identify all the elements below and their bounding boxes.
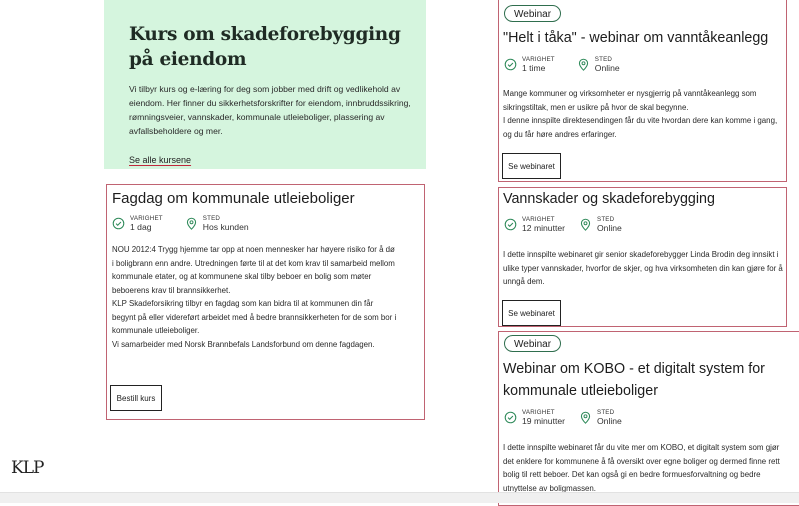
webinar-badge: Webinar: [504, 5, 561, 22]
card-paragraph: I denne innspilte direktesendingen får du vite hvordan dere kan komme i gang, og du får høre andres erfaringer.: [503, 116, 778, 139]
location-value: Online: [597, 416, 622, 426]
location-value: Online: [597, 223, 622, 233]
card-paragraph: NOU 2012:4 Trygg hjemme tar opp at noen mennesker har høyere risiko for å dø i boligbrann enn andre. Utredningen førte til at det kom krav til samarbeid mellom kommunale etater, og at kommunene skal tilby beboer en bolig som møter beboerens krav til brannsikkerhet.: [112, 245, 395, 295]
courses-hero: [104, 0, 426, 169]
duration-info: [504, 409, 565, 426]
card-paragraph: KLP Skadeforsikring tilbyr en fagdag som kan bidra til at kommunen din får begynt på eller videreført arbeidet med å bedre brannsikkerheten for de som bor i kommunale utleieboliger.: [112, 299, 397, 335]
card-title: "Helt i tåka" - webinar om vanntåkeanlegg: [503, 30, 769, 46]
horizontal-scrollbar[interactable]: [0, 492, 799, 503]
duration-value: 12 minutter: [522, 223, 565, 233]
duration-value: 1 dag: [130, 222, 152, 232]
duration-value: 1 time: [522, 63, 546, 73]
duration-info: [504, 56, 555, 73]
order-course-button[interactable]: Bestill kurs: [110, 385, 162, 411]
card-body: [503, 441, 791, 495]
location-info: [579, 216, 622, 233]
duration-label: VARIGHET: [130, 215, 163, 222]
location-info: [577, 56, 620, 73]
webinar-card-vanntake: [498, 0, 787, 182]
hero-title: Kurs om skadeforebygging på eiendom: [129, 24, 401, 70]
location-label: STED: [597, 409, 615, 416]
location-info: [185, 215, 249, 232]
clock-check-icon: [504, 58, 517, 71]
location-label: STED: [594, 56, 613, 63]
location-info: [579, 409, 622, 426]
course-card-fagdag: [106, 184, 425, 420]
card-body: [503, 248, 785, 289]
webinar-badge: Webinar: [504, 335, 561, 352]
card-meta: [504, 56, 620, 73]
clock-check-icon: [504, 218, 517, 231]
duration-label: VARIGHET: [522, 409, 555, 416]
see-webinar-button[interactable]: Se webinaret: [502, 300, 561, 326]
card-paragraph: Mange kommuner og virksomheter er nysgjerrig på vanntåkeanlegg som sikringstiltak, men er usikre på hvor de skal begynne.: [503, 89, 757, 112]
clock-check-icon: [112, 217, 125, 230]
card-paragraph: I dette innspilte webinaret gir senior skadeforebygger Linda Brodin deg innsikt i ulike typer vannskader, hvorfor de skjer, og hva virksomheten din kan gjøre for å unngå dem.: [503, 250, 783, 286]
see-all-courses-link[interactable]: Se alle kursene: [129, 155, 192, 165]
hero-description: Vi tilbyr kurs og e-læring for deg som jobber med drift og vedlikehold av eiendom. Her finner du sikkerhetsforskrifter for eiendom, innbruddssikring, rømningsveier, vannskader, kommunale utleieboliger, plassering av avfallsbeholdere og mer.: [129, 84, 411, 136]
clock-check-icon: [504, 411, 517, 424]
duration-label: VARIGHET: [522, 216, 555, 223]
duration-label: VARIGHET: [522, 56, 555, 63]
location-label: STED: [597, 216, 615, 223]
card-body: [112, 243, 397, 351]
card-meta: [504, 216, 622, 233]
map-pin-icon: [579, 218, 592, 231]
card-meta: [112, 215, 249, 232]
klp-logo[interactable]: KLP: [11, 458, 44, 478]
map-pin-icon: [577, 58, 590, 71]
map-pin-icon: [185, 217, 198, 230]
card-body: [503, 87, 785, 141]
card-paragraph: I dette innspilte webinaret får du vite mer om KOBO, et digitalt system som gjør det enklere for kommunene å få oversikt over egne boliger og dermed finne rett bolig til rett beboer. Det kan også gi en bedre formuesforvaltning og bedre utnyttelse av boligmassen.: [503, 443, 780, 493]
card-title-line-2: kommunale utleieboliger: [503, 383, 658, 399]
card-title: Fagdag om kommunale utleieboliger: [112, 190, 355, 207]
map-pin-icon: [579, 411, 592, 424]
location-value: Online: [594, 63, 620, 73]
card-paragraph: Vi samarbeider med Norsk Brannbefals Landsforbund om denne fagdagen.: [112, 339, 375, 349]
card-meta: [504, 409, 622, 426]
card-title-line-1: Webinar om KOBO - et digitalt system for: [503, 361, 765, 377]
location-label: STED: [202, 215, 221, 222]
duration-value: 19 minutter: [522, 416, 565, 426]
duration-info: [112, 215, 163, 232]
location-value: Hos kunden: [202, 222, 249, 232]
webinar-card-vannskader: [498, 187, 787, 327]
see-webinar-button[interactable]: Se webinaret: [502, 153, 561, 179]
duration-info: [504, 216, 565, 233]
card-title: Vannskader og skadeforebygging: [503, 191, 715, 207]
webinar-card-kobo: [498, 331, 799, 506]
